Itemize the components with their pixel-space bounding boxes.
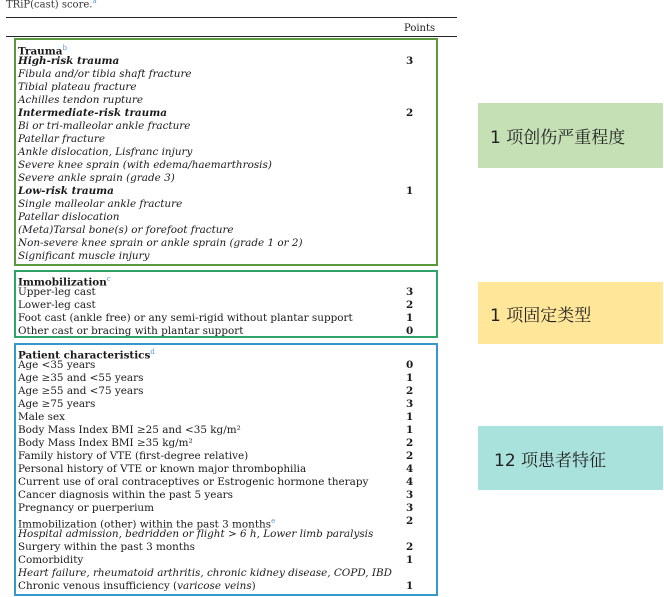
section-title-row [18, 42, 418, 58]
row-label: Age ≥55 and <75 years [18, 385, 144, 397]
table-row [18, 81, 418, 94]
table-row [18, 286, 418, 299]
row-label: Surgery within the past 3 months [18, 541, 196, 553]
row-points: 3 [406, 286, 414, 298]
row-points: 2 [406, 437, 414, 449]
section-title: Immobilization$^c$ [18, 275, 111, 289]
annotation-trauma: 1 项创伤严重程度 [478, 103, 663, 168]
table-row [18, 224, 418, 237]
row-label: Pregnancy or puerperium [18, 502, 154, 514]
table-row [18, 198, 418, 211]
row-points: 1 [406, 424, 414, 436]
patient-rows [18, 346, 418, 593]
row-points: 3 [406, 489, 414, 501]
row-label: Severe ankle sprain (grade 3) [18, 172, 175, 184]
row-points: 4 [406, 476, 414, 488]
row-label: Non-severe knee sprain or ankle sprain (grade 1 or 2) [18, 237, 303, 249]
row-label: Family history of VTE (first-degree relative) [18, 450, 249, 462]
row-label: Bi or tri-malleolar ankle fracture [18, 120, 191, 132]
annotation-immobilization: 1 项固定类型 [478, 282, 663, 344]
row-points: 3 [406, 502, 414, 514]
table-row [18, 515, 418, 531]
row-label: Age ≥75 years [18, 398, 96, 410]
table-row [18, 580, 418, 593]
row-label: Foot cast (ankle free) or any semi-rigid without plantar support [18, 312, 353, 324]
header-rule [6, 36, 457, 37]
table-row [18, 172, 418, 185]
row-points: 4 [406, 463, 414, 475]
row-label: Chronic venous insufficiency (varicose veins) [18, 580, 256, 592]
table-row [18, 55, 418, 68]
row-label: Current use of oral contraceptives or Estrogenic hormone therapy [18, 476, 369, 488]
table-row [18, 185, 418, 198]
row-points: 0 [406, 325, 414, 337]
table-row [18, 120, 418, 133]
row-label: Age ≥35 and <55 years [18, 372, 144, 384]
table-row [18, 398, 418, 411]
table-row [18, 133, 418, 146]
row-points: 2 [406, 385, 414, 397]
annotation-patient: 12 项患者特征 [478, 426, 663, 490]
row-label: Hospital admission, bedridden or flight > 6 h, Lower limb paralysis [18, 528, 374, 540]
row-label: Ankle dislocation, Lisfranc injury [18, 146, 193, 158]
table-row [18, 502, 418, 515]
section-footnote-mark: d [150, 348, 155, 356]
table-row [18, 299, 418, 312]
row-label: Single malleolar ankle fracture [18, 198, 183, 210]
row-label: Personal history of VTE or known major thrombophilia [18, 463, 307, 475]
row-label: Body Mass Index BMI ≥25 and <35 kg/m² [18, 424, 241, 436]
row-points: 2 [406, 450, 414, 462]
row-label: Fibula and/or tibia shaft fracture [18, 68, 192, 80]
points-column-header: Points [404, 23, 436, 34]
table-row [18, 450, 418, 463]
row-label: Immobilization (other) within the past 3 months$^e$ [18, 517, 276, 531]
row-label: Intermediate-risk trauma [18, 107, 167, 119]
table-row [18, 94, 418, 107]
row-points: 2 [406, 541, 414, 553]
table-row [18, 312, 418, 325]
table-row [18, 68, 418, 81]
row-label: Upper-leg cast [18, 286, 96, 298]
table-row [18, 385, 418, 398]
table-row [18, 411, 418, 424]
table-row [18, 372, 418, 385]
immobilization-rows [18, 273, 418, 338]
table-row [18, 424, 418, 437]
row-label: (Meta)Tarsal bone(s) or forefoot fracture [18, 224, 234, 236]
row-label: Lower-leg cast [18, 299, 96, 311]
row-label: Achilles tendon rupture [18, 94, 143, 106]
row-label: Patellar fracture [18, 133, 105, 145]
top-rule [6, 17, 457, 18]
table-row [18, 554, 418, 567]
row-label: Comorbidity [18, 554, 84, 566]
table-row [18, 437, 418, 450]
table-row [18, 476, 418, 489]
table-row [18, 541, 418, 554]
table-row [18, 359, 418, 372]
section-title: Trauma$^b$ [18, 44, 67, 58]
section-title-row [18, 346, 418, 362]
table-row [18, 489, 418, 502]
section-title-row [18, 273, 418, 289]
table-row [18, 211, 418, 224]
row-points: 2 [406, 515, 414, 527]
row-label: Patellar dislocation [18, 211, 120, 223]
section-footnote-mark: c [106, 275, 111, 283]
row-label: Body Mass Index BMI ≥35 kg/m² [18, 437, 193, 449]
table-caption: TRiP(cast) score.$^a$ [6, 0, 97, 11]
row-label: Severe knee sprain (with edema/haemarthrosis) [18, 159, 272, 171]
row-label: Male sex [18, 411, 65, 423]
table-row [18, 463, 418, 476]
row-label: Heart failure, rheumatoid arthritis, chronic kidney disease, COPD, IBD [18, 567, 392, 579]
table-row [18, 107, 418, 120]
table-row [18, 250, 418, 263]
row-points: 0 [406, 359, 414, 371]
row-points: 3 [406, 398, 414, 410]
row-label: Significant muscle injury [18, 250, 150, 262]
table-row [18, 159, 418, 172]
table-row [18, 237, 418, 250]
row-points: 1 [406, 312, 414, 324]
section-title: Patient characteristics$^d$ [18, 348, 155, 362]
row-label: High-risk trauma [18, 55, 120, 67]
row-points: 1 [406, 580, 414, 592]
row-label: Cancer diagnosis within the past 5 years [18, 489, 233, 501]
row-points: 1 [406, 554, 414, 566]
trauma-rows [18, 42, 418, 263]
row-label: Age <35 years [18, 359, 96, 371]
row-points: 1 [406, 372, 414, 384]
row-label: Low-risk trauma [18, 185, 114, 197]
row-points: 3 [406, 55, 414, 67]
row-label: Other cast or bracing with plantar support [18, 325, 244, 337]
row-points: 1 [406, 411, 414, 423]
row-footnote-mark: e [271, 517, 276, 525]
table-row [18, 146, 418, 159]
row-points: 2 [406, 299, 414, 311]
table-row [18, 528, 418, 541]
section-footnote-mark: b [62, 44, 67, 52]
table-row [18, 325, 418, 338]
row-points: 2 [406, 107, 414, 119]
row-label: Tibial plateau fracture [18, 81, 137, 93]
table-row [18, 567, 418, 580]
row-points: 1 [406, 185, 414, 197]
